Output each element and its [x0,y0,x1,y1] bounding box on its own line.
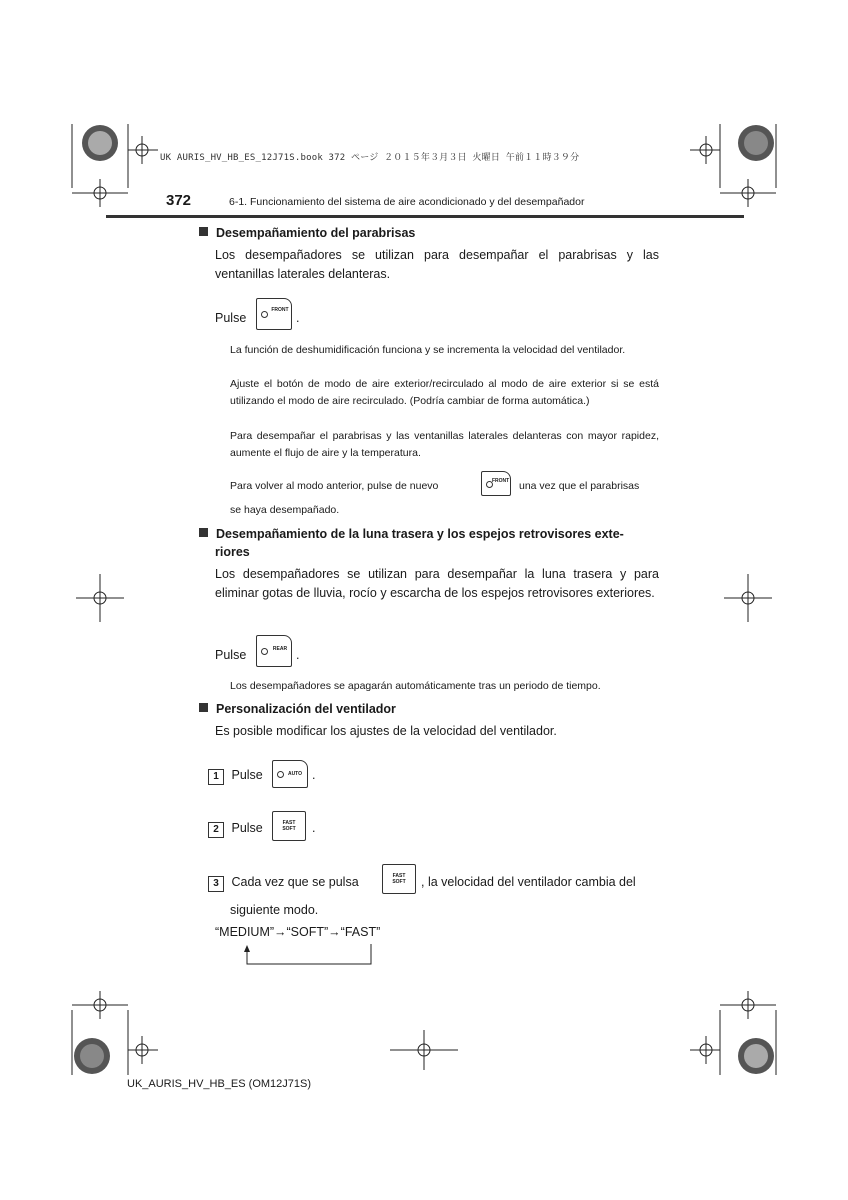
chapter-title: 6-1. Funcionamiento del sistema de aire acondicionado y del desempañador [229,196,585,208]
section-body: Los desempañadores se utilizan para desempañar el parabrisas y las ventanillas laterales delanteras. [215,248,659,281]
note-text: La función de deshumidificación funciona y se incrementa la velocidad del ventilador. [230,344,626,356]
cycle-arrow-icon [240,944,380,968]
note-text: Para desempañar el parabrisas y las ventanillas laterales delanteras con mayor rapidez, aumente el flujo de aire y la temperatura. [230,430,659,459]
note-text: Los desempañadores se apagarán automáticamente tras un periodo de tiempo. [230,680,601,692]
auto-button-icon: AUTO [272,760,308,788]
section-body: Es posible modificar los ajustes de la velocidad del ventilador. [215,724,557,738]
footer-code: UK_AURIS_HV_HB_ES (OM12J71S) [127,1078,312,1090]
print-line: UK AURIS_HV_HB_ES_12J71S.book 372 ページ ２０１５年３月３日 火曜日 午前１１時３９分 [160,153,580,163]
header-rule [106,215,744,218]
note-text: se haya desempañado. [230,504,340,516]
step-1: 1 Pulse [208,766,263,785]
pulse-label: Pulse [215,311,247,325]
fast-soft-button-icon: FAST SOFT [272,811,306,841]
note-text: Para volver al modo anterior, pulse de nuevo [230,480,439,492]
step-3-cont: siguiente modo. [230,903,319,917]
step-3: 3 Cada vez que se pulsa [208,873,359,892]
fast-soft-button-icon: FAST SOFT [382,864,416,894]
page-number: 372 [166,192,192,209]
section-heading: Desempañamiento de la luna trasera y los espejos retrovisores exte- [199,525,659,543]
front-defogger-button-icon: FRONT [481,471,511,496]
section-heading: Desempañamiento del parabrisas [199,224,415,242]
fan-speed-sequence: “MEDIUM”→“SOFT”→“FAST” [215,925,381,939]
note-text: una vez que el parabrisas [519,480,640,492]
pulse-label: Pulse [215,648,247,662]
section-body: Los desempañadores se utilizan para desempañar la luna trasera y para eliminar gotas de lluvia, rocío y escarcha de los espejos retrovisores exteriores. [215,567,659,600]
rear-defogger-button-icon: REAR [256,635,292,667]
front-defogger-button-icon: FRONT [256,298,292,330]
note-text: Ajuste el botón de modo de aire exterior/recirculado al modo de aire exterior si se está utilizando el modo de aire recirculado. (Podría cambiar de forma automática.) [230,378,659,407]
section-heading-cont: riores [215,545,250,559]
section-heading: Personalización del ventilador [199,700,396,718]
step-2: 2 Pulse [208,819,263,838]
